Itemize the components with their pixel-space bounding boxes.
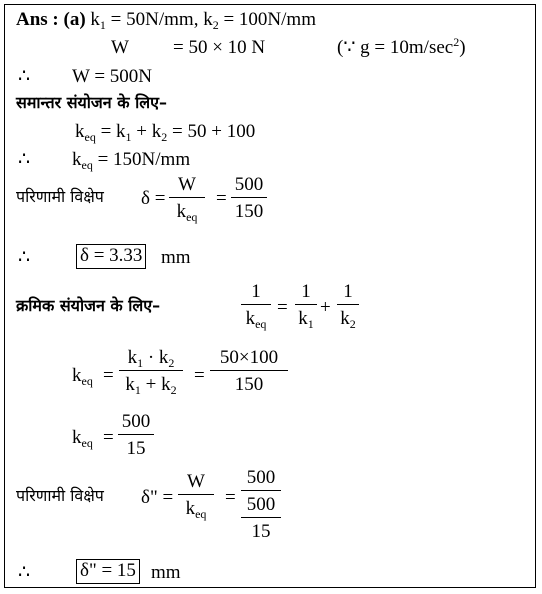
fraction-500-over-15: 500 15 bbox=[118, 412, 154, 458]
heading-series-connection: क्रमिक संयोजन के लिए– bbox=[16, 296, 161, 315]
therefore-symbol: ∴ bbox=[18, 562, 31, 583]
fraction-w-over-keq: W $k_{eq}$ bbox=[169, 175, 205, 221]
unit-mm: mm bbox=[161, 247, 191, 268]
keq-series-result: $k_{eq}$ bbox=[72, 427, 93, 450]
fraction-1-over-k2: 1 $k_2$ bbox=[337, 282, 359, 328]
line-weight-expr: = 50 × 10 N bbox=[173, 37, 266, 58]
fraction-w-over-keq-series: W $k_{eq}$ bbox=[178, 472, 214, 518]
label-resultant-deflection: परिणामी विक्षेप bbox=[16, 187, 104, 206]
line-weight-calc: W bbox=[111, 37, 129, 58]
line-given-values: Ans : (a) $k_1 = 50N/mm$, $k_2 = 100N/mm$ bbox=[16, 9, 316, 32]
delta-double-prime-symbol: δ" = bbox=[141, 487, 174, 508]
delta-symbol: δ = bbox=[141, 188, 166, 209]
answer-label: Ans : (a) bbox=[16, 9, 86, 30]
line-keq-sum: $k_{eq} = k_1 + k_2 = 50 + 100$ bbox=[75, 121, 256, 144]
line-weight-result: W = 500N bbox=[72, 66, 153, 87]
therefore-symbol: ∴ bbox=[18, 149, 31, 170]
heading-parallel-connection: समान्तर संयोजन के लिए– bbox=[16, 93, 167, 112]
label-resultant-deflection-series: परिणामी विक्षेप bbox=[16, 486, 104, 505]
therefore-symbol: ∴ bbox=[18, 247, 31, 268]
therefore-symbol: ∴ bbox=[18, 66, 31, 87]
boxed-result-series: δ" = 15 bbox=[76, 559, 140, 584]
unit-mm: mm bbox=[151, 562, 181, 583]
fraction-500-over-500-over-15: 500 500 15 bbox=[241, 468, 281, 541]
fraction-1-over-k1: 1 $k_1$ bbox=[295, 282, 317, 328]
fraction-1-over-keq: 1 $k_{eq}$ bbox=[241, 282, 271, 328]
line-keq-result: $k_{eq} = 150N/mm$ bbox=[72, 149, 191, 172]
fraction-5000-over-150: 50×100 150 bbox=[210, 348, 288, 394]
line-gravity-note: (∵ $g = 10m/\sec^2$) bbox=[337, 35, 466, 58]
keq-series-label: $k_{eq}$ bbox=[72, 365, 93, 388]
fraction-500-over-150: 500 150 bbox=[231, 175, 267, 221]
fraction-product-over-sum: $k_1 \cdot k_2$ $k_1 + k_2$ bbox=[119, 348, 183, 394]
boxed-result-parallel: δ = 3.33 bbox=[76, 244, 146, 269]
